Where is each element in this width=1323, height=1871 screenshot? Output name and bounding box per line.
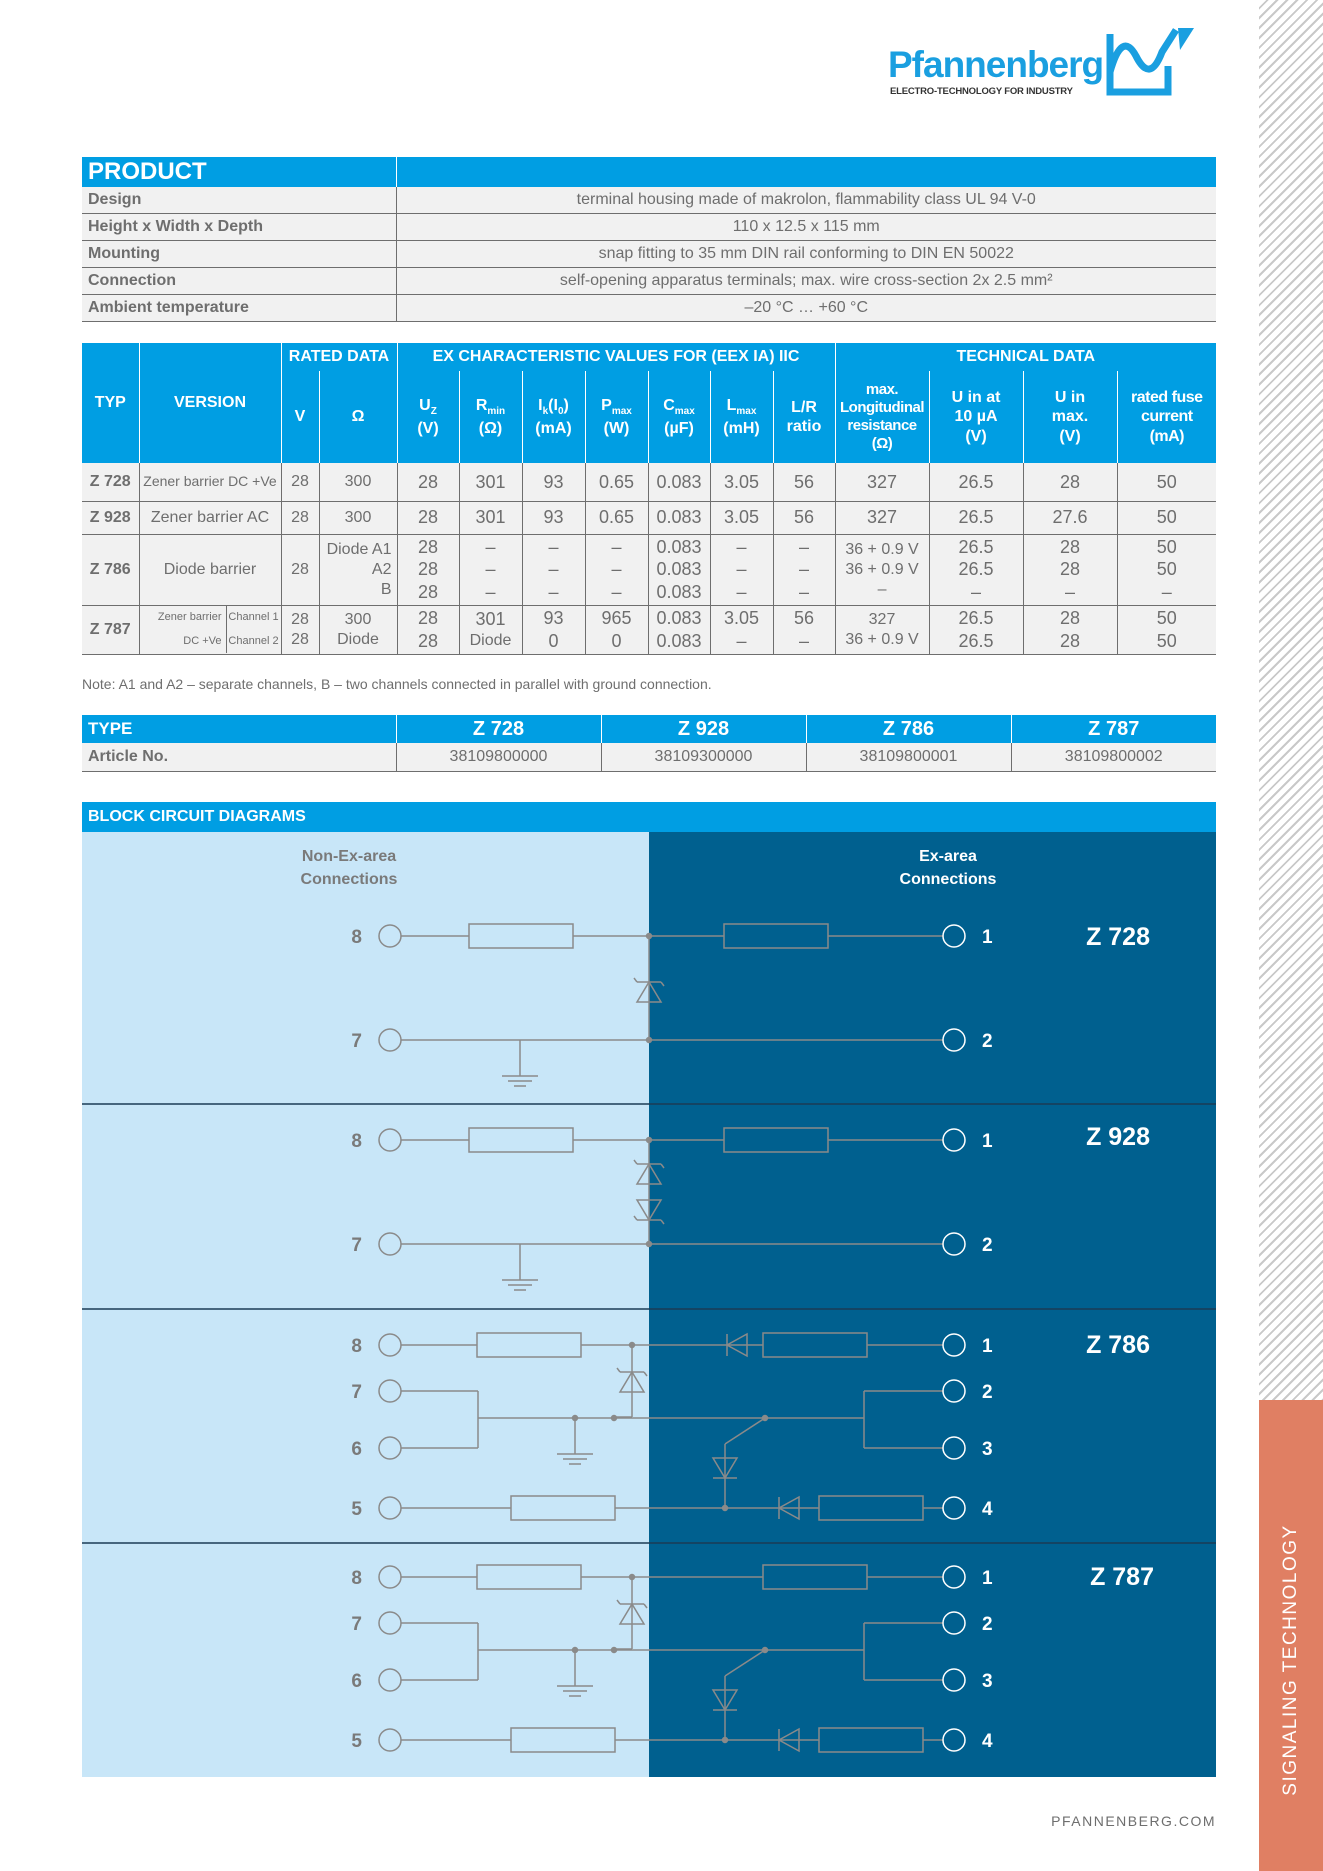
footnote: Note: A1 and A2 – separate channels, B – two channels connected in parallel with ground connection.: [82, 676, 712, 692]
svg-text:3: 3: [982, 1439, 993, 1460]
table-row: Z 928 Zener barrier AC 28 300 28 301 93 0.65 0.083 3.05 56 327 26.5 27.6 50: [82, 501, 1216, 534]
svg-text:2: 2: [982, 1614, 993, 1635]
table-row: Design terminal housing made of makrolon, flammability class UL 94 V-0: [82, 187, 1216, 214]
characteristics-table: [82, 343, 1216, 655]
block-diagrams-heading: BLOCK CIRCUIT DIAGRAMS: [82, 802, 1216, 832]
svg-text:2: 2: [982, 1382, 993, 1403]
table-row: Ambient temperature –20 °C … +60 °C: [82, 295, 1216, 322]
header-rated-data: RATED DATA: [281, 343, 397, 371]
svg-text:7: 7: [351, 1382, 362, 1403]
table-row: Z 787 Zener barrier DC +Ve Channel 1 Channel 2 28 28 300 Diode 28 28 301 Diode 93 0 965 0 0.083 0.083 3.05 – 56 – 327 36 + 0.9 V 26.5 26.5 28 28 50 50: [82, 605, 1216, 654]
svg-text:3: 3: [982, 1671, 993, 1692]
svg-text:Ex-area: Ex-area: [919, 848, 977, 865]
svg-text:7: 7: [351, 1614, 362, 1635]
logo-wave-icon: [1106, 26, 1198, 96]
svg-text:8: 8: [351, 1131, 362, 1152]
header-ex-values: EX CHARACTERISTIC VALUES FOR (EEX IA) IIC: [397, 343, 835, 371]
product-table: [82, 157, 1216, 322]
svg-text:8: 8: [351, 927, 362, 948]
footer-url: PFANNENBERG.COM: [1051, 1813, 1216, 1829]
header-lr: L/R ratio: [773, 371, 835, 463]
header-technical-data: TECHNICAL DATA: [835, 343, 1216, 371]
svg-text:5: 5: [351, 1731, 362, 1752]
header-v: V: [281, 371, 319, 463]
header-lmax: $L_{max}$ (mH): [710, 371, 773, 463]
svg-text:2: 2: [982, 1031, 993, 1052]
svg-text:7: 7: [351, 1235, 362, 1256]
product-heading: PRODUCT: [82, 157, 396, 187]
header-fuse: rated fuse current (mA): [1117, 371, 1216, 463]
header-longitudinal: max. Longitudinal resistance (Ω): [835, 371, 929, 463]
table-row: Height x Width x Depth 110 x 12.5 x 115 mm: [82, 214, 1216, 241]
svg-text:1: 1: [982, 927, 993, 948]
svg-text:4: 4: [982, 1731, 993, 1752]
header-ohm: Ω: [319, 371, 397, 463]
svg-text:8: 8: [351, 1336, 362, 1357]
svg-text:Non-Ex-area: Non-Ex-area: [301, 848, 397, 865]
header-uz: $U_Z$ (V): [397, 371, 459, 463]
svg-text:5: 5: [351, 1499, 362, 1520]
svg-text:8: 8: [351, 1568, 362, 1589]
header-article: Article No.: [82, 743, 396, 772]
svg-text:4: 4: [982, 1499, 993, 1520]
header-rmin: $R_{min}$ (Ω): [459, 371, 522, 463]
article-table: TYPE Z 728 Z 928 Z 786 Z 787 Article No. 38109800000 38109300000 38109800001 38109800002: [82, 715, 1216, 772]
diagram-title-z928: Z 928: [1086, 1123, 1150, 1151]
svg-text:6: 6: [351, 1439, 362, 1460]
side-tab-label: SIGNALING TECHNOLOGY: [1280, 1524, 1301, 1796]
logo-tagline: ELECTRO-TECHNOLOGY FOR INDUSTRY: [890, 86, 1073, 97]
header-pmax: $P_{max}$ (W): [585, 371, 648, 463]
table-row: Z 786 Diode barrier 28 Diode A1 A2 B 28 28 28 – – – – – – – – – 0.083 0.083 0.083 – – – – – – 36 + 0.9 V 36 + 0.9 V – 26.5 26.5 – 28 28 – 50 50 –: [82, 534, 1216, 605]
header-u-in-at: U in at 10 µA (V): [929, 371, 1023, 463]
diagram-title-z787: Z 787: [1090, 1563, 1154, 1591]
header-typ: TYP: [82, 343, 139, 463]
svg-text:Connections: Connections: [300, 871, 398, 888]
table-row: Mounting snap fitting to 35 mm DIN rail conforming to DIN EN 50022: [82, 241, 1216, 268]
table-row: Connection self-opening apparatus terminals; max. wire cross-section 2x 2.5 mm²: [82, 268, 1216, 295]
svg-text:Connections: Connections: [899, 871, 997, 888]
logo-name: Pfannenberg: [888, 44, 1104, 85]
table-row: Z 728 Zener barrier DC +Ve 28 300 28 301 93 0.65 0.083 3.05 56 327 26.5 28 50: [82, 463, 1216, 501]
svg-text:1: 1: [982, 1131, 993, 1152]
svg-text:7: 7: [351, 1031, 362, 1052]
header-type: TYPE: [82, 715, 396, 743]
block-circuit-diagrams: [82, 832, 1216, 1777]
svg-text:2: 2: [982, 1235, 993, 1256]
table-row: Article No. 38109800000 38109300000 38109800001 38109800002: [82, 743, 1216, 772]
header-cmax: $C_{max}$ (µF): [648, 371, 710, 463]
diagram-title-z728: Z 728: [1086, 923, 1150, 951]
header-ik: $I_k(I_0)$ (mA): [522, 371, 585, 463]
svg-text:1: 1: [982, 1568, 993, 1589]
svg-text:1: 1: [982, 1336, 993, 1357]
svg-text:6: 6: [351, 1671, 362, 1692]
header-u-in-max: U in max. (V): [1023, 371, 1117, 463]
decorative-stripes: [1259, 0, 1323, 1400]
header-version: VERSION: [139, 343, 281, 463]
diagram-title-z786: Z 786: [1086, 1331, 1150, 1359]
